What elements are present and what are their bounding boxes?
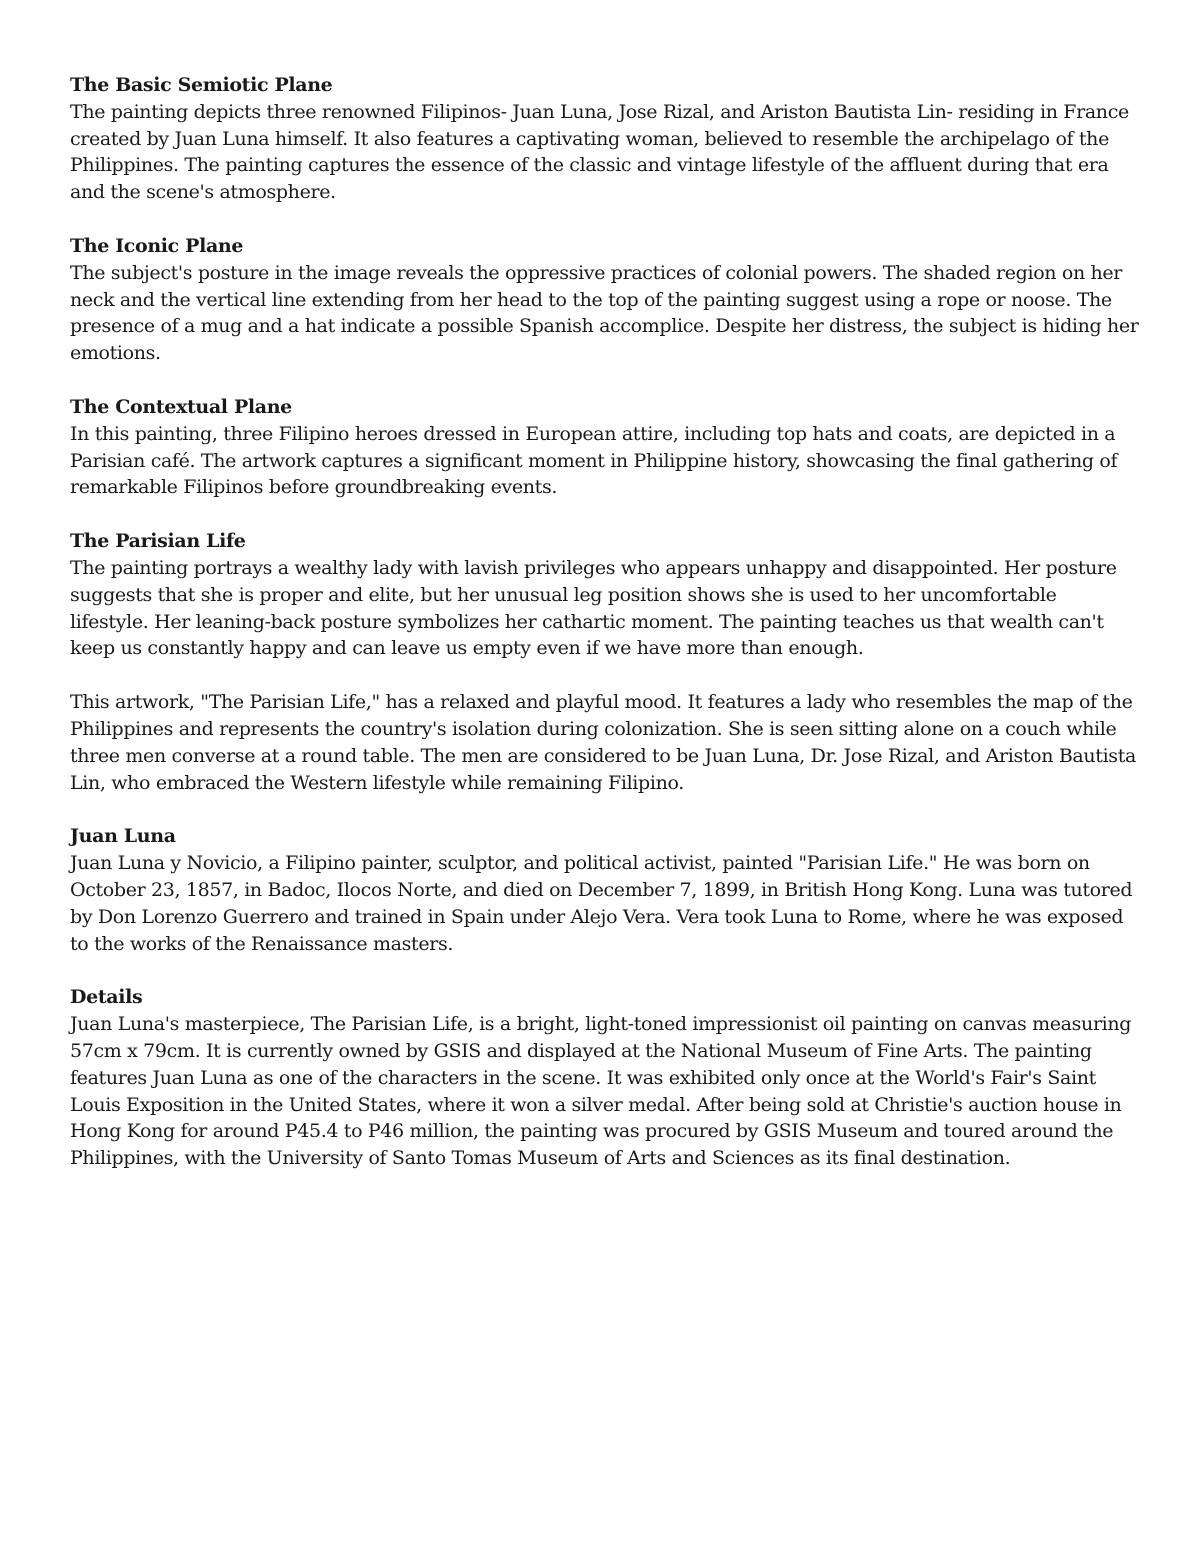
section-paragraph: The subject's posture in the image reveals the oppressive practices of colonial powers. The shaded region on her neck and the vertical line extending from her head to the top of the painting suggest using a rope or noose. The presence of a mug and a hat indicate a possible Spanish accomplice. Despite her distress, the subject is hiding her emotions.	[70, 261, 1139, 365]
section-paragraph: Juan Luna y Novicio, a Filipino painter, sculptor, and political activist, painted "Parisian Life." He was born on October 23, 1857, in Badoc, Ilocos Norte, and died on December 7, 1899, in British Hong Kong. Luna was tutored by Don Lorenzo Guerrero and trained in Spain under Alejo Vera. Vera took Luna to Rome, where he was exposed to the works of the Renaissance masters.	[70, 852, 1133, 955]
section-juan-luna	[70, 823, 1140, 957]
section-details	[70, 984, 1140, 1172]
section-heading: The Parisian Life	[70, 530, 246, 553]
section-paragraph: Juan Luna's masterpiece, The Parisian Life, is a bright, light-toned impressionist oil painting on canvas measuring 57cm x 79cm. It is currently owned by GSIS and displayed at the National Museum of Fine Arts. The painting features Juan Luna as one of the characters in the scene. It was exhibited only once at the World's Fair's Saint Louis Exposition in the United States, where it won a silver medal. After being sold at Christie's auction house in Hong Kong for around P45.4 to P46 million, the painting was procured by GSIS Museum and toured around the Philippines, with the University of Santo Tomas Museum of Arts and Sciences as its final destination.	[70, 1013, 1132, 1170]
section-heading: Juan Luna	[70, 825, 176, 848]
section-heading: Details	[70, 986, 143, 1009]
document-page	[70, 72, 1140, 1199]
section-paragraph: The painting depicts three renowned Filipinos- Juan Luna, Jose Rizal, and Ariston Bautista Lin- residing in France created by Juan Luna himself. It also features a captivating woman, believed to resemble the archipelago of the Philippines. The painting captures the essence of the classic and vintage lifestyle of the affluent during that era and the scene's atmosphere.	[70, 100, 1129, 204]
section-basic-semiotic-plane	[70, 72, 1140, 206]
section-heading: The Basic Semiotic Plane	[70, 74, 333, 96]
section-paragraph: The painting portrays a wealthy lady with lavish privileges who appears unhappy and disappointed. Her posture suggests that she is proper and elite, but her unusual leg position shows she is used to her uncomfortable lifestyle. Her leaning-back posture symbolizes her cathartic moment. The painting teaches us that wealth can't keep us constantly happy and can leave us empty even if we have more than enough.	[70, 556, 1117, 660]
section-iconic-plane	[70, 233, 1140, 367]
section-paragraph: In this painting, three Filipino heroes dressed in European attire, including top hats and coats, are depicted in a Parisian café. The artwork captures a significant moment in Philippine history, showcasing the final gathering of remarkable Filipinos before groundbreaking events.	[70, 422, 1118, 499]
section-paragraph: This artwork, "The Parisian Life," has a relaxed and playful mood. It features a lady who resembles the map of the Philippines and represents the country's isolation during colonization. She is seen sitting alone on a couch while three men converse at a round table. The men are considered to be Juan Luna, Dr. Jose Rizal, and Ariston Bautista Lin, who embraced the Western lifestyle while remaining Filipino.	[70, 691, 1136, 794]
section-heading: The Iconic Plane	[70, 234, 244, 257]
section-parisian-life	[70, 528, 1140, 662]
section-artwork-mood	[70, 689, 1140, 796]
section-heading: The Contextual Plane	[70, 395, 292, 418]
section-contextual-plane	[70, 394, 1140, 501]
